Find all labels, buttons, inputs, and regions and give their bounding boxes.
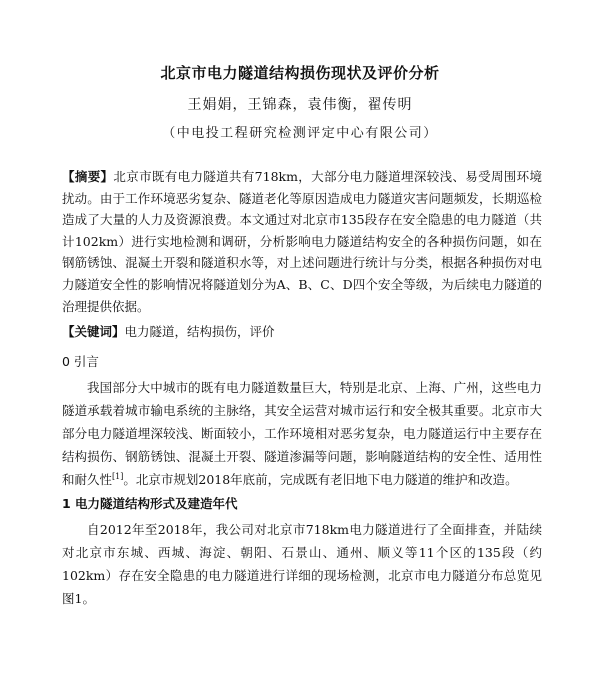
intro-paragraph [62, 376, 542, 491]
section1-paragraph: 自2012年至2018年，我公司对北京市718km电力隧道进行了全面排查，并陆续对北京市东城、西城、海淀、朝阳、石景山、通州、顺义等11个区的135段（约102km）存在安全隐患的电力隧道进行详细的现场检测，北京市电力隧道分布总览见图1。 [62, 522, 542, 606]
intro-text-part1: 我国部分大中城市的既有电力隧道数量巨大，特别是北京、上海、广州，这些电力隧道承载着城市输电系统的主脉络，其安全运营对城市运行和安全极其重要。北京市大部分电力隧道埋深较浅、断面较小，工作环境相对恶劣复杂，电力隧道运行中主要存在结构损伤、钢筋锈蚀、混凝土开裂、隧道渗漏等问题，影响隧道结构的安全性、适用性和耐久性 [62, 380, 542, 487]
abstract-text: 北京市既有电力隧道共有718km，大部分电力隧道埋深较浅、易受周围环境扰动。由于工作环境恶劣复杂、隧道老化等原因造成电力隧道灾害问题频发，长期巡检造成了大量的人力及资源浪费。本文通过对北京市135段存在安全隐患的电力隧道（共计102km）进行实地检测和调研，分析影响电力隧道结构安全的各种损伤问题，如在钢筋锈蚀、混凝土开裂和隧道积水等，对上述问题进行统计与分类，根据各种损伤对电力隧道安全性的影响情况将隧道划分为A、B、C、D四个安全等级，为后续电力隧道的治理提供依据。 [62, 169, 542, 314]
section-heading-intro: 0 引言 [62, 354, 99, 369]
paper-title: 北京市电力隧道结构损伤现状及评价分析 [160, 64, 440, 82]
abstract-paragraph [62, 166, 542, 317]
citation-ref[interactable]: [1] [112, 471, 124, 481]
keywords-label: 【关键词】 [62, 324, 125, 339]
author-affiliation: （中电投工程研究检测评定中心有限公司） [162, 126, 438, 141]
keywords-text: 电力隧道，结构损伤，评价 [124, 324, 275, 339]
abstract-label: 【摘要】 [62, 169, 114, 184]
author-list: 王娟娟，王锦森，袁伟衡，翟传明 [187, 97, 413, 113]
keywords-line [62, 322, 542, 342]
section-heading-1: 1 电力隧道结构形式及建造年代 [62, 496, 238, 511]
intro-text-part2: 。北京市规划2018年底前，完成既有老旧地下电力隧道的维护和改造。 [123, 472, 518, 487]
